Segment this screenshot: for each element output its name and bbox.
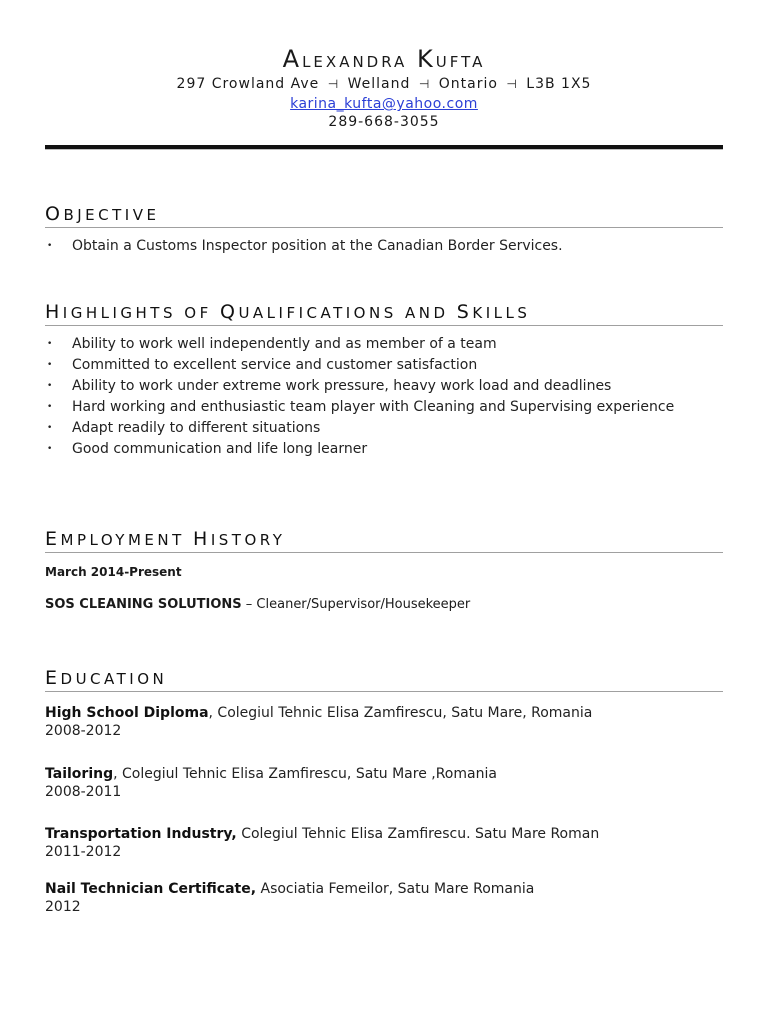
list-item: • Obtain a Customs Inspector position at the Canadian Border Services. <box>45 236 723 257</box>
address-street: 297 Crowland Ave <box>176 76 320 92</box>
employment-role: – Cleaner/Supervisor/Housekeeper <box>241 597 471 612</box>
list-item: • Ability to work well independently and as member of a team <box>45 334 723 355</box>
education-years: 2012 <box>45 899 81 915</box>
section-divider <box>45 325 723 326</box>
section-title-objective: OBJECTIVE <box>45 203 160 225</box>
email-line <box>45 93 723 113</box>
header-divider <box>45 145 723 150</box>
education-years: 2008-2012 <box>45 723 122 739</box>
separator-icon: ⊣ <box>327 77 340 91</box>
address-postal: L3B 1X5 <box>526 76 592 92</box>
employer-name: SOS CLEANING SOLUTIONS <box>45 597 242 612</box>
list-item: • Committed to excellent service and customer satisfaction <box>45 355 723 376</box>
employment-entry <box>45 597 723 612</box>
separator-icon: ⊣ <box>506 77 518 91</box>
education-section <box>45 668 723 692</box>
address-line <box>45 75 723 93</box>
list-item: • Adapt readily to different situations <box>45 418 723 439</box>
highlights-list <box>45 334 723 460</box>
education-entry: High School Diploma, Colegiul Tehnic Elisa Zamfirescu, Satu Mare, Romania 2008-2012 <box>45 705 593 739</box>
separator-icon: ⊣ <box>418 77 431 91</box>
objective-section <box>45 204 723 257</box>
section-title-highlights: HIGHLIGHTS OF QUALIFICATIONS AND SKILLS <box>45 301 531 323</box>
list-item: • Ability to work under extreme work pressure, heavy work load and deadlines <box>45 376 723 397</box>
objective-list <box>45 236 723 257</box>
candidate-name: Alexandra Kufta <box>282 45 486 73</box>
list-item: • Good communication and life long learner <box>45 439 723 460</box>
employment-section <box>45 529 723 612</box>
education-years: 2008-2011 <box>45 784 122 800</box>
education-entry: Nail Technician Certificate, Asociatia Femeilor, Satu Mare Romania 2012 <box>45 881 535 915</box>
address-province: Ontario <box>438 76 498 92</box>
address-city: Welland <box>347 76 411 92</box>
section-title-employment: EMPLOYMENT HISTORY <box>45 528 286 550</box>
section-divider <box>45 227 723 228</box>
employment-date: March 2014-Present <box>45 565 182 579</box>
resume-header <box>45 0 723 131</box>
education-years: 2011-2012 <box>45 844 122 860</box>
phone-number: 289-668-3055 <box>328 114 440 130</box>
section-divider <box>45 552 723 553</box>
email-link[interactable]: karina_kufta@yahoo.com <box>290 96 478 112</box>
list-item: • Hard working and enthusiastic team player with Cleaning and Supervising experience <box>45 397 723 418</box>
section-title-education: EDUCATION <box>45 667 168 689</box>
section-divider <box>45 691 723 692</box>
resume-page <box>45 0 723 915</box>
education-entry: Tailoring, Colegiul Tehnic Elisa Zamfirescu, Satu Mare ,Romania 2008-2011 <box>45 766 497 800</box>
education-entry: Transportation Industry, Colegiul Tehnic Elisa Zamfirescu. Satu Mare Roman 2011-2012 <box>45 826 600 860</box>
highlights-section <box>45 302 723 460</box>
